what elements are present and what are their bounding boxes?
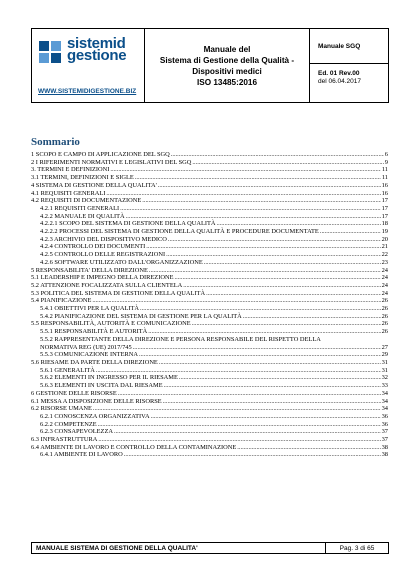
toc-title: Sommario [31,136,80,148]
toc-entry[interactable] [31,267,388,275]
toc-entry[interactable] [31,444,388,452]
toc-entry-text: 1 SCOPO E CAMPO DI APPLICAZIONE DEL SGQ [31,151,170,158]
toc-entry-text: 5.2 ATTENZIONE FOCALIZZATA SULLA CLIENTELA [31,281,183,289]
toc-entry-page: 24 [381,289,388,297]
toc-entry-page: 26 [381,328,388,336]
toc-entry-text: 4.2.5 CONTROLLO DELLE REGISTRAZIONI [40,251,166,259]
toc-entry-text: NORMATIVA REG (UE) 2017/745 [40,343,132,351]
toc-entry[interactable] [31,290,388,298]
toc-leader-dots [164,382,381,390]
toc-entry-page: 11 [381,174,388,182]
toc-entry-text: 4.2.2.2 PROCESSI DEL SISTEMA DI GESTIONE DELLA QUALITÀ E PROCEDURE DOCUMENTATE [40,228,319,236]
toc-entry-text: 2 I RIFERIMENTI NORMATIVI E LEGISLATIVI DEL SGQ [31,158,192,166]
toc-leader-dots [237,444,380,452]
toc-entry-text: 4.2.2.1 SCOPO DEL SISTEMA DI GESTIONE DELLA QUALITÀ [40,220,216,228]
toc-leader-dots [135,174,381,182]
toc-entry-page: 24 [381,281,388,289]
toc-entry-text: 5.5.3 COMUNICAZIONE INTERNA [40,351,138,359]
toc-leader-dots [114,428,381,436]
toc-entry[interactable] [31,205,388,213]
toc-entry-text: 4.2.1 REQUISITI GENERALI [40,204,120,212]
toc-leader-dots [92,297,380,305]
toc-entry[interactable] [31,351,388,359]
toc-entry-text: 6.2.2 COMPETENZE [40,420,97,428]
toc-entry-page: 36 [381,420,388,428]
logo-line2: gestione [67,47,127,64]
toc-entry[interactable] [31,220,388,228]
table-of-contents [31,151,388,459]
toc-entry-text: 5.6.1 GENERALITÀ [40,366,95,374]
toc-entry[interactable] [31,190,388,198]
toc-entry[interactable] [31,166,388,174]
toc-entry-page: 18 [381,220,388,228]
toc-leader-dots [158,182,381,190]
toc-entry-text: 3. TERMINI E DEFINIZIONI [31,166,110,174]
toc-entry[interactable] [31,151,388,159]
revision-number: Ed. 01 Rev.00 [318,70,360,77]
toc-entry[interactable] [31,405,388,413]
toc-entry-page: 32 [381,374,388,382]
revision-date: del 06.04.2017 [318,78,362,85]
toc-leader-dots [142,197,380,205]
toc-entry-text: 3.1 TERMINI, DEFINIZIONI E SIGLE [31,174,134,182]
toc-entry-text: 5.1 LEADERSHIP E IMPEGNO DELLA DIREZIONE [31,274,174,282]
toc-leader-dots [192,159,383,167]
toc-leader-dots [179,374,381,382]
toc-leader-dots [168,236,381,244]
toc-entry-text: 5 RESPONSABILITA' DELLA DIREZIONE [31,266,148,274]
toc-entry-text: 6.2.3 CONSAPEVOLEZZA [40,428,113,436]
toc-leader-dots [163,398,381,406]
toc-leader-dots [148,328,380,336]
toc-entry-text: 6.4.1 AMBIENTE DI LAVORO [40,451,123,459]
toc-entry[interactable] [31,228,388,236]
toc-entry-text: 4.2.6 SOFTWARE UTILIZZATO DALL'ORGANIZZAZIONE [40,258,203,266]
toc-entry-text: 6 GESTIONE DELLE RISORSE [31,389,117,397]
toc-entry-page: 31 [381,358,388,366]
toc-entry[interactable] [31,297,388,305]
toc-leader-dots [110,166,381,174]
toc-leader-dots [166,251,380,259]
toc-entry-page: 21 [381,243,388,251]
toc-entry[interactable] [31,159,388,167]
toc-entry-page: 34 [381,405,388,413]
toc-entry-page: 36 [381,412,388,420]
toc-entry-page: 17 [381,197,388,205]
toc-entry-text: 4.1 REQUISITI GENERALI [31,189,106,197]
toc-entry-page: 20 [381,235,388,243]
toc-entry-page: 9 [384,158,388,166]
doc-code: Manuale SGQ [310,29,388,64]
toc-entry[interactable] [31,421,388,429]
toc-entry[interactable] [31,282,388,290]
toc-leader-dots [320,228,381,236]
revision-info [310,64,388,86]
toc-leader-dots [96,367,381,375]
toc-entry-page: 17 [381,212,388,220]
toc-entry-text: 5.5.1 RESPONSABILITÀ E AUTORITÀ [40,328,148,336]
toc-entry-page: 26 [381,320,388,328]
toc-entry[interactable] [31,259,388,267]
toc-leader-dots [98,421,381,429]
toc-entry[interactable] [31,359,388,367]
logo-line1: sistemid [67,35,126,52]
toc-entry[interactable] [31,274,388,282]
toc-entry[interactable] [31,305,388,313]
toc-entry-text: 5.6 RIESAME DA PARTE DELLA DIREZIONE [31,358,158,366]
toc-entry-page: 26 [381,312,388,320]
toc-entry-text: 6.2 RISORSE UMANE [31,405,92,413]
toc-entry-page: 24 [381,266,388,274]
toc-entry-text: 5.6.2 ELEMENTI IN INGRESSO PER IL RIESAME [40,374,178,382]
toc-entry-text: 5.5 RESPONSABILITÀ, AUTORITÀ E COMUNICAZIONE [31,320,191,328]
title-line1: Manuale del [203,44,251,54]
toc-entry-text: 5.4.1 OBIETTIVI PER LA QUALITÀ [40,305,140,313]
toc-entry-page: 38 [381,443,388,451]
toc-leader-dots [192,320,381,328]
toc-entry-page: 19 [381,228,388,236]
toc-entry-page: 24 [381,274,388,282]
toc-leader-dots [206,290,381,298]
toc-entry[interactable] [31,197,388,205]
toc-leader-dots [217,220,381,228]
toc-entry[interactable] [31,344,388,352]
toc-entry[interactable] [31,174,388,182]
toc-entry[interactable] [31,428,388,436]
toc-entry-page: 37 [381,428,388,436]
toc-entry[interactable] [31,336,388,344]
toc-entry-text: 5.4.2 PIANIFICAZIONE DEL SISTEMA DI GESTIONE PER LA QUALITÀ [40,312,242,320]
logo-url[interactable]: WWW.SISTEMIDIGESTIONE.BIZ [38,88,137,95]
toc-entry[interactable] [31,390,388,398]
toc-entry-text: 4.2.3 ARCHIVIO DEL DISPOSITIVO MEDICO [40,235,167,243]
toc-leader-dots [106,190,380,198]
toc-entry-text: 5.4 PIANIFICAZIONE [31,297,92,305]
toc-leader-dots [118,390,381,398]
toc-leader-dots [120,205,380,213]
toc-entry[interactable] [31,367,388,375]
footer-title: MANUALE SISTEMA DI GESTIONE DELLA QUALITA' [32,543,326,553]
toc-entry-text: 4.2.2 MANUALE DI QUALITÀ [40,212,125,220]
toc-entry-page: 34 [381,397,388,405]
logo-text [67,35,127,64]
toc-entry-text: 6.2.1 CONOSCENZA ORGANIZZATIVA [40,412,150,420]
toc-leader-dots [183,282,380,290]
toc-entry[interactable] [31,251,388,259]
toc-leader-dots [204,259,381,267]
toc-entry-page: 16 [381,181,388,189]
toc-entry-page: 34 [381,389,388,397]
toc-entry-text: 6.3 INFRASTRUTTURA [31,436,98,444]
toc-entry-page: 31 [381,366,388,374]
toc-entry-text: 4.2 REQUISITI DI DOCUMENTAZIONE [31,197,142,205]
toc-entry-page: 17 [381,204,388,212]
toc-entry-text: 4.2.4 CONTROLLO DEI DOCUMENTI [40,243,146,251]
toc-entry-page: 16 [381,189,388,197]
toc-entry-page: 33 [381,382,388,390]
title-line3: Dispositivi medici [192,66,262,76]
toc-entry-page: 6 [384,151,388,158]
toc-entry-page: 26 [381,297,388,305]
toc-entry[interactable] [31,374,388,382]
toc-leader-dots [171,151,384,159]
toc-leader-dots [93,405,381,413]
toc-leader-dots [151,413,381,421]
toc-entry[interactable] [31,382,388,390]
toc-leader-dots [133,344,381,352]
logo-icon [39,41,63,63]
toc-leader-dots [174,274,380,282]
toc-entry-text: 5.3 POLITICA DEL SISTEMA DI GESTIONE DELLA QUALITÀ [31,289,206,297]
toc-entry-page: 23 [381,258,388,266]
toc-leader-dots [139,351,381,359]
toc-entry-page: 37 [381,436,388,444]
revision-block [310,29,388,102]
toc-entry-page: 22 [381,251,388,259]
toc-leader-dots [140,305,381,313]
page-number: Pag. 3 di 65 [339,544,375,552]
toc-entry[interactable] [31,236,388,244]
toc-entry[interactable] [31,328,388,336]
toc-entry-text: 5.5.2 RAPPRESENTANTE DELLA DIREZIONE E PERSONA RESPONSABILE DEL RISPETTO DELLA [40,335,321,343]
toc-leader-dots [124,451,381,459]
document-footer [31,542,389,554]
title-line2: Sistema di Gestione della Qualità - [159,55,295,65]
toc-entry[interactable] [31,398,388,406]
document-title [145,29,310,102]
document-header [31,28,389,103]
toc-leader-dots [159,359,381,367]
toc-entry[interactable] [31,413,388,421]
toc-leader-dots [149,267,381,275]
toc-entry[interactable] [31,436,388,444]
toc-entry-page: 38 [381,451,388,459]
logo [32,29,145,102]
toc-leader-dots [146,243,380,251]
toc-leader-dots [98,436,380,444]
toc-entry-page: 26 [381,305,388,313]
toc-entry-page: 11 [381,166,388,174]
toc-entry[interactable] [31,451,388,459]
toc-entry-text: 6.1 MESSA A DISPOSIZIONE DELLE RISORSE [31,397,162,405]
toc-entry-text: 5.6.3 ELEMENTI IN USCITA DAL RIESAME [40,382,163,390]
toc-entry[interactable] [31,182,388,190]
toc-entry-page: 29 [381,351,388,359]
title-line4: ISO 13485:2016 [196,77,258,87]
toc-entry[interactable] [31,243,388,251]
toc-entry-text: 4 SISTEMA DI GESTIONE DELLA QUALITA' [31,181,157,189]
toc-entry-page: 27 [381,343,388,351]
toc-leader-dots [243,313,381,321]
toc-entry-text: 6.4 AMBIENTE DI LAVORO E CONTROLLO DELLA CONTAMINAZIONE [31,443,237,451]
